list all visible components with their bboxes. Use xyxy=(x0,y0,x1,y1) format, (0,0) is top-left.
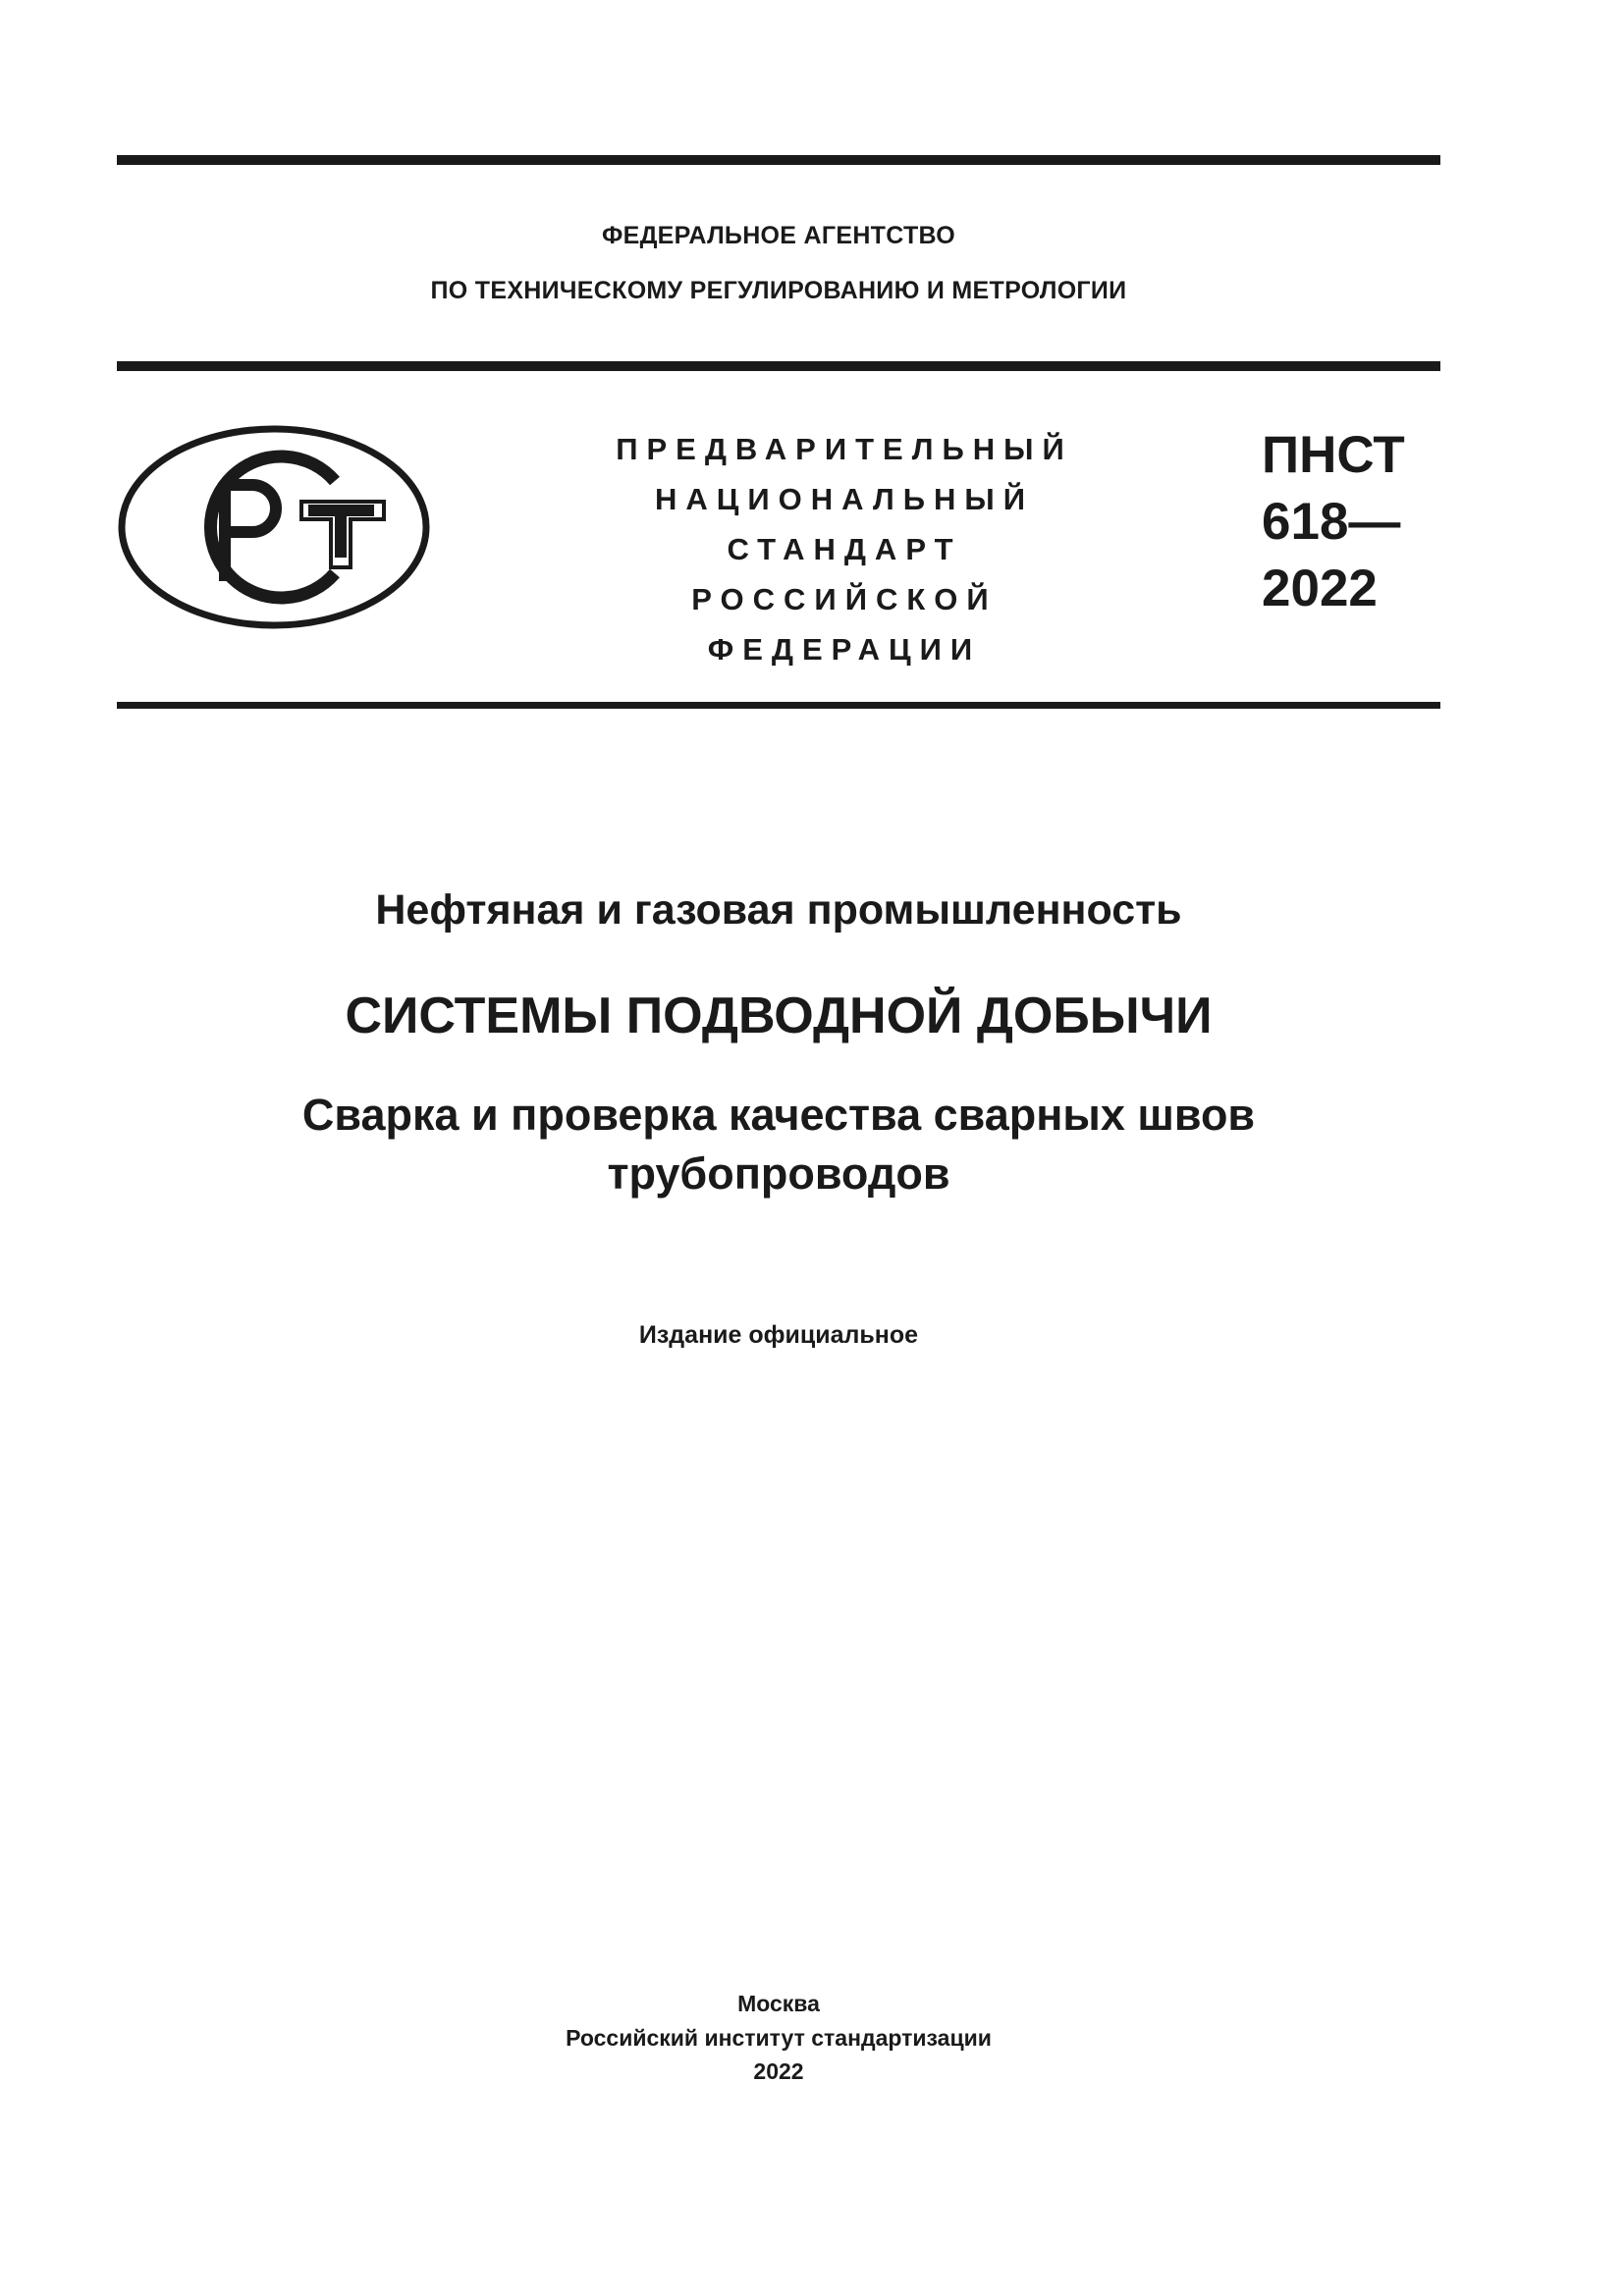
standard-type-line: РОССИЙСКОЙ xyxy=(691,582,998,616)
standard-type-line: ПРЕДВАРИТЕЛЬНЫЙ xyxy=(616,432,1073,466)
designation-year: 2022 xyxy=(1262,560,1378,617)
designation-code: ПНСТ xyxy=(1262,426,1405,484)
main-title: СИСТЕМЫ ПОДВОДНОЙ ДОБЫЧИ xyxy=(345,988,1213,1044)
subtitle-line-1: Сварка и проверка качества сварных швов xyxy=(301,1090,1256,1140)
top-rule xyxy=(117,155,1440,165)
standard-type-line: СТАНДАРТ xyxy=(727,532,962,566)
standard-designation xyxy=(1262,422,1405,622)
bottom-rule xyxy=(117,702,1440,709)
agency-name-line-2: ПО ТЕХНИЧЕСКОМУ РЕГУЛИРОВАНИЮ И МЕТРОЛОГИИ xyxy=(430,277,1127,304)
edition-note: Издание официальное xyxy=(638,1321,919,1349)
agency-name-line-1: ФЕДЕРАЛЬНОЕ АГЕНТСТВО xyxy=(601,222,956,249)
standard-type-line: НАЦИОНАЛЬНЫЙ xyxy=(654,482,1035,516)
designation-number: 618— xyxy=(1262,493,1401,551)
subtitle-line-2: трубопроводов xyxy=(607,1148,950,1199)
imprint-city: Москва xyxy=(737,1991,820,2016)
standard-type-line: ФЕДЕРАЦИИ xyxy=(707,632,982,667)
standard-type-block xyxy=(569,424,1119,674)
gost-r-emblem-icon xyxy=(117,424,431,630)
industry-title: Нефтяная и газовая промышленность xyxy=(375,886,1182,934)
imprint-publisher: Российский институт стандартизации xyxy=(566,2025,992,2051)
middle-rule xyxy=(117,361,1440,371)
imprint-year: 2022 xyxy=(753,2058,804,2084)
